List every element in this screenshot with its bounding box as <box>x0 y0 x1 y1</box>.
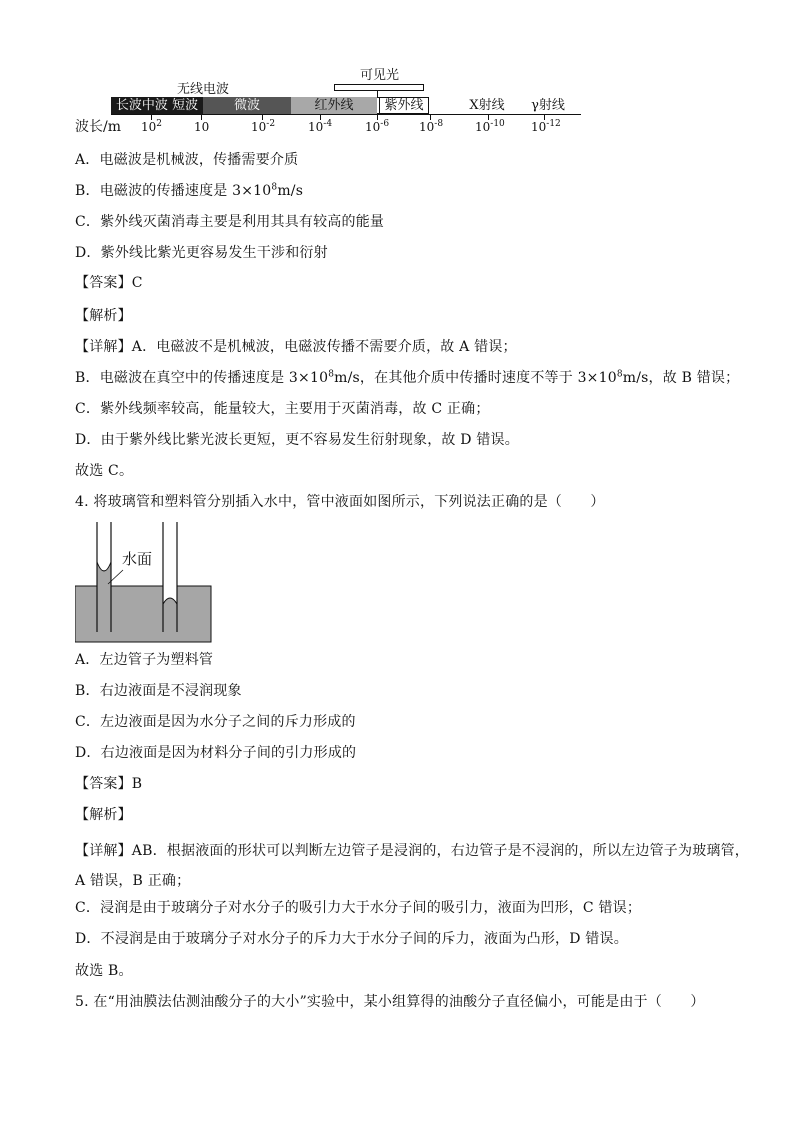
q4-option-c: C．左边液面是因为水分子之间的斥力形成的 <box>75 714 356 730</box>
q4-option-d: D．右边液面是因为材料分子间的引力形成的 <box>75 745 357 761</box>
q4-answer: 【答案】B <box>75 776 143 792</box>
q3-option-b: B．电磁波的传播速度是 $3\times 10^8m/s$ <box>75 182 304 199</box>
q3-detail-b: B．电磁波在真空中的传播速度是 $3\times 10^8m/s$，在其他介质中传播时速度不等于 $3\times 10^8m/s$，故 B 错误； <box>75 369 740 386</box>
tick-label-7: $10^{-12}$ <box>531 119 561 134</box>
band-microwave <box>203 97 291 114</box>
q4-detail-c: C．浸润是由于玻璃分子对水分子的吸引力大于水分子间的吸引力，液面为凹形，C 错误； <box>75 900 642 916</box>
visible-light-bracket <box>334 84 424 91</box>
em-spectrum-figure <box>75 64 595 144</box>
band-ultraviolet-label: 紫外线 <box>384 98 424 113</box>
q3-answer: 【答案】C <box>75 275 143 291</box>
band-medium: 中波 <box>141 98 168 113</box>
q3-option-d: D．紫外线比紫光更容易发生干涉和衍射 <box>75 245 328 261</box>
q3-option-c: C．紫外线灭菌消毒主要是利用其具有较高的能量 <box>75 214 385 230</box>
q3-detail-c: C．紫外线频率较高，能量较大，主要用于灭菌消毒，故 C 正确； <box>75 401 490 417</box>
q3-option-a: A．电磁波是机械波，传播需要介质 <box>75 152 299 168</box>
band-infrared <box>291 97 377 114</box>
q4-detail-ab: 【详解】AB．根据液面的形状可以判断左边管子是浸润的，右边管子是不浸润的，所以左边管子为玻璃管，A 错误，B 正确； <box>75 843 749 889</box>
tick-label-4: $10^{-6}$ <box>365 119 390 134</box>
band-infrared-label: 红外线 <box>314 98 354 113</box>
tick-label-6: $10^{-10}$ <box>475 119 505 134</box>
radio-wave-label: 无线电波 <box>177 82 230 97</box>
q4-option-b: B．右边液面是不浸润现象 <box>75 683 242 699</box>
band-gamma <box>523 97 573 114</box>
q4-option-a: A．左边管子为塑料管 <box>75 652 214 668</box>
tubes-figure <box>75 522 215 644</box>
band-gamma-label: γ射线 <box>531 98 565 113</box>
band-ultraviolet <box>379 97 429 114</box>
tick-label-5: $10^{-8}$ <box>419 119 444 134</box>
tick-label-2: $10^{-2}$ <box>251 119 276 134</box>
q4-stem: 4. 将玻璃管和塑料管分别插入水中，管中液面如图所示，下列说法正确的是（ ） <box>75 494 605 510</box>
tick-label-0: $10^2$ <box>141 119 163 134</box>
q4-conclusion: 故选 B。 <box>75 963 133 979</box>
band-microwave-label: 微波 <box>233 98 260 113</box>
axis-label: 波长/m <box>75 119 121 135</box>
band-xray <box>461 97 513 114</box>
q3-detail-d: D．由于紫外线比紫光波长更短，更不容易发生衍射现象，故 D 错误。 <box>75 432 519 448</box>
tubes-figure-svg <box>75 522 215 644</box>
band-long: 长波 <box>115 98 142 113</box>
q3-detail-a: 【详解】A．电磁波不是机械波，电磁波传播不需要介质，故 A 错误； <box>75 339 517 355</box>
visible-light-label: 可见光 <box>360 68 400 83</box>
band-short: 短波 <box>172 98 199 113</box>
tick-label-1: 10 <box>194 120 210 134</box>
q3-analysis-heading: 【解析】 <box>75 308 132 324</box>
tick-label-3: $10^{-4}$ <box>308 119 333 134</box>
q3-conclusion: 故选 C。 <box>75 463 134 479</box>
q4-detail-d: D．不浸润是由于玻璃分子对水分子的斥力大于水分子间的斥力，液面为凸形，D 错误。 <box>75 931 628 947</box>
band-xray-label: X射线 <box>469 98 505 113</box>
water-surface-label: 水面 <box>122 550 153 568</box>
band-long-medium-short <box>111 97 203 114</box>
spectrum-axis <box>111 114 581 115</box>
q4-analysis-heading: 【解析】 <box>75 807 132 823</box>
q5-stem: 5. 在“用油膜法估测油酸分子的大小”实验中，某小组算得的油酸分子直径偏小，可能是由于（ ） <box>75 994 705 1010</box>
